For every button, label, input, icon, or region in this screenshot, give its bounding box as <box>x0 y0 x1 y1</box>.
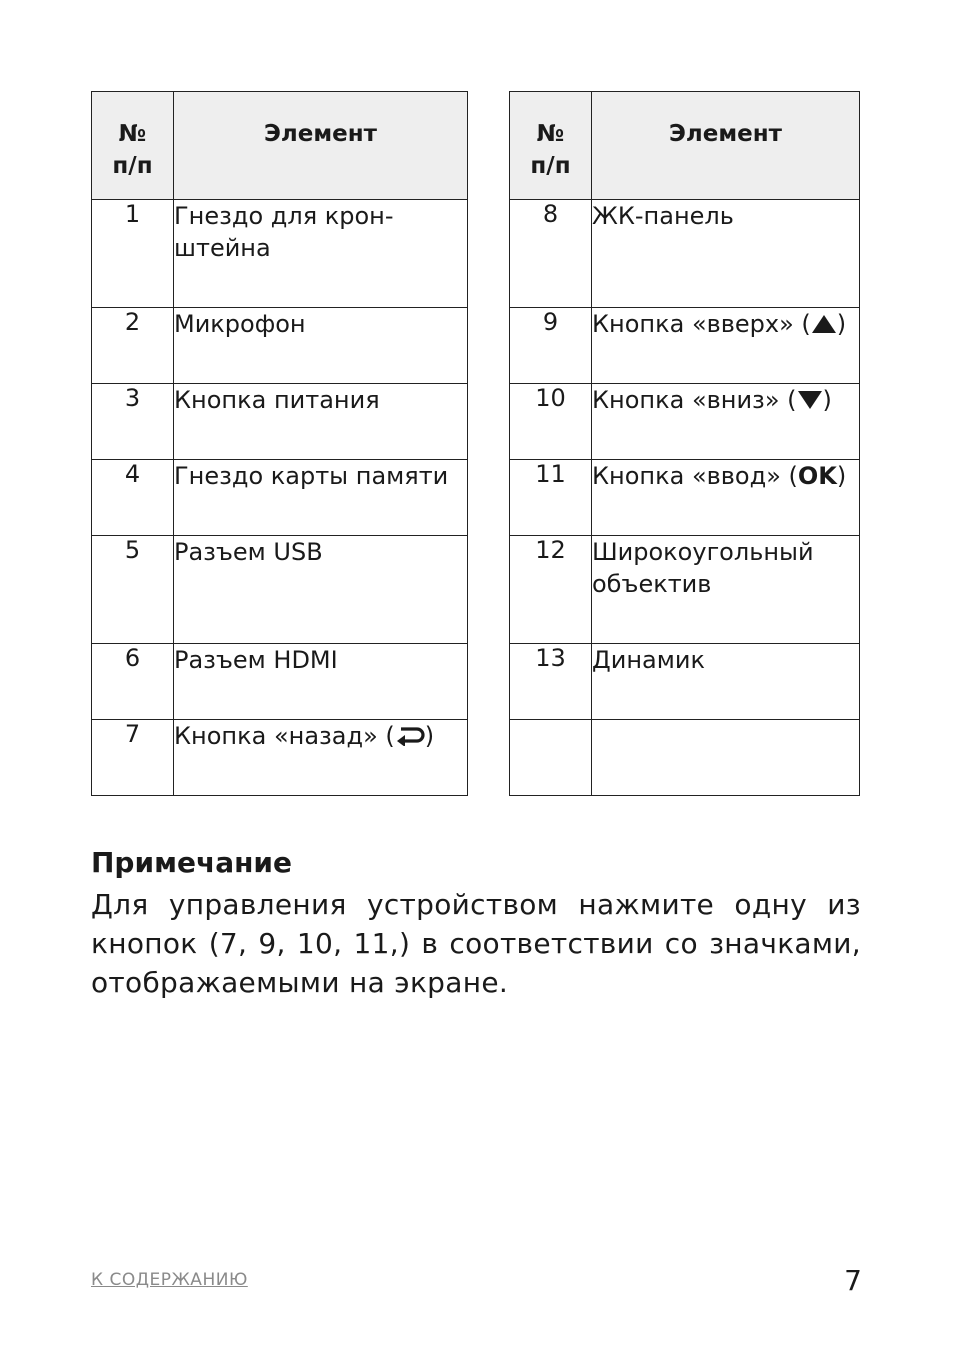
row-num: 10 <box>510 384 592 460</box>
table-row <box>92 308 468 384</box>
row-name-text: Кнопка «вниз» ( <box>592 386 797 414</box>
row-num: 11 <box>510 460 592 536</box>
row-name: Широкоугольный объектив <box>592 536 860 644</box>
table-row <box>92 644 468 720</box>
row-name <box>174 720 468 796</box>
row-name <box>592 384 860 460</box>
row-num: 4 <box>92 460 174 536</box>
note-text: Для управления устройством нажмите одну из кнопок (7, 9, 10, 11,) в соответствии со значками, отображаемыми на экране. <box>91 888 861 999</box>
table-row <box>92 460 468 536</box>
row-name-text: Кнопка «вверх» ( <box>592 310 811 338</box>
row-name: Гнездо карты памяти <box>174 460 468 536</box>
row-name: Динамик <box>592 644 860 720</box>
table-row <box>92 384 468 460</box>
row-num: 5 <box>92 536 174 644</box>
row-name: Кнопка питания <box>174 384 468 460</box>
row-num: 2 <box>92 308 174 384</box>
row-num: 3 <box>92 384 174 460</box>
row-num: 12 <box>510 536 592 644</box>
table-row <box>92 720 468 796</box>
row-name: Разъем HDMI <box>174 644 468 720</box>
toc-link[interactable]: К СОДЕРЖАНИЮ <box>91 1270 248 1290</box>
table-row <box>510 536 860 644</box>
triangle-up-icon <box>811 314 837 334</box>
triangle-down-icon <box>797 390 823 410</box>
header-element: Элемент <box>174 92 468 200</box>
row-name-suffix: ) <box>424 722 435 750</box>
header-num: № п/п <box>92 92 174 200</box>
parts-table-right <box>509 91 860 796</box>
row-name: Разъем USB <box>174 536 468 644</box>
row-num: 6 <box>92 644 174 720</box>
table-row <box>510 644 860 720</box>
row-name: Гнездо для крон- штейна <box>174 200 468 308</box>
row-num <box>510 720 592 796</box>
back-arrow-icon <box>395 726 425 746</box>
header-element: Элемент <box>592 92 860 200</box>
table-row <box>510 460 860 536</box>
row-name-suffix: ) <box>822 386 832 414</box>
row-name-suffix: ) <box>836 462 847 490</box>
row-name <box>592 308 860 384</box>
table-row <box>92 536 468 644</box>
table-row <box>92 200 468 308</box>
row-name: ЖК-панель <box>592 200 860 308</box>
page-number: 7 <box>844 1264 862 1297</box>
row-name <box>592 460 860 536</box>
row-num: 13 <box>510 644 592 720</box>
row-name-suffix: ) <box>836 310 847 338</box>
table-row <box>510 720 860 796</box>
row-name: Микрофон <box>174 308 468 384</box>
row-name-text: Кнопка «ввод» ( <box>592 462 798 490</box>
note-title: Примечание <box>91 846 293 879</box>
table-row <box>510 384 860 460</box>
header-num: № п/п <box>510 92 592 200</box>
table-row <box>510 200 860 308</box>
row-name-text: Кнопка «назад» ( <box>174 722 395 750</box>
table-row <box>510 308 860 384</box>
ok-symbol: OK <box>797 462 837 490</box>
row-num: 1 <box>92 200 174 308</box>
row-num: 8 <box>510 200 592 308</box>
parts-table-left <box>91 91 468 796</box>
row-name <box>592 720 860 796</box>
row-num: 9 <box>510 308 592 384</box>
row-num: 7 <box>92 720 174 796</box>
